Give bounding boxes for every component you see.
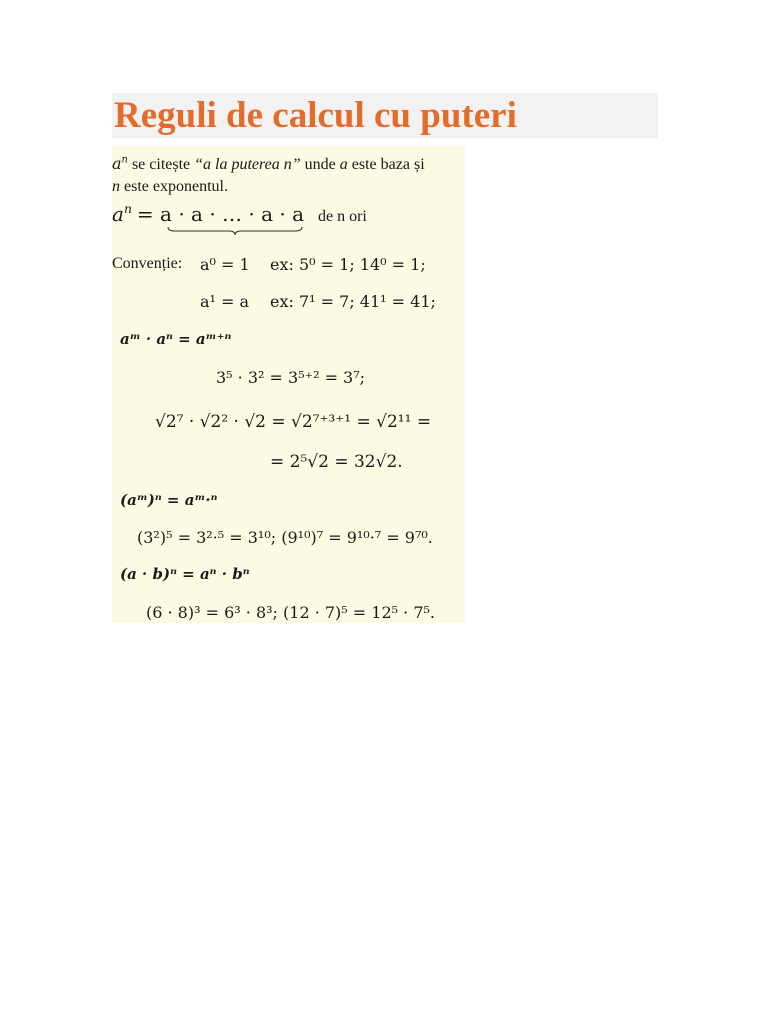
formula-product: = a · a · … · a · a: [136, 202, 305, 226]
rule-product-of-powers: aᵐ · aⁿ = aᵐ⁺ⁿ: [120, 330, 232, 348]
rule-3-example-1: (6 · 8)³ = 6³ · 8³; (12 · 7)⁵ = 12⁵ · 7⁵.: [146, 603, 435, 622]
def-text-2: unde: [304, 156, 336, 173]
definition-line-2: [112, 178, 228, 196]
convention-rule-2: a¹ = a: [200, 292, 250, 311]
def-power: $a^n$: [112, 154, 128, 173]
convention-label: Convenție:: [112, 255, 183, 272]
def-text-4: este exponentul.: [124, 178, 228, 195]
convention-example-1: ex: 5⁰ = 1; 14⁰ = 1;: [270, 255, 426, 274]
def-text-1: se citește: [131, 156, 191, 173]
underbrace-icon: [167, 226, 303, 236]
rule-power-of-product: (a · b)ⁿ = aⁿ · bⁿ: [120, 565, 250, 583]
rule-1-example-1: 3⁵ · 3² = 3⁵⁺² = 3⁷;: [216, 368, 366, 387]
convention-rule-1: a⁰ = 1: [200, 255, 250, 274]
rule-1-example-2: √2⁷ · √2² · √2 = √2⁷⁺³⁺¹ = √2¹¹ =: [155, 412, 432, 432]
def-n-var: n: [112, 178, 120, 195]
def-a-var: a: [339, 156, 348, 173]
power-definition-formula: [112, 202, 304, 227]
rule-power-of-power: (aᵐ)ⁿ = aᵐ·ⁿ: [120, 491, 218, 509]
rule-2-example-1: (3²)⁵ = 3²·⁵ = 3¹⁰; (9¹⁰)⁷ = 9¹⁰·⁷ = 9⁷⁰.: [137, 528, 433, 547]
formula-note: de n ori: [318, 208, 367, 225]
page-title: Reguli de calcul cu puteri: [114, 95, 517, 136]
def-text-3: este baza și: [351, 156, 425, 173]
definition-line-1: [112, 154, 425, 174]
formula-power: $a^n$: [112, 200, 132, 226]
rule-1-example-3: = 2⁵√2 = 32√2.: [270, 452, 403, 472]
def-quote: “a la puterea n”: [194, 156, 301, 173]
convention-example-2: ex: 7¹ = 7; 41¹ = 41;: [270, 292, 436, 311]
